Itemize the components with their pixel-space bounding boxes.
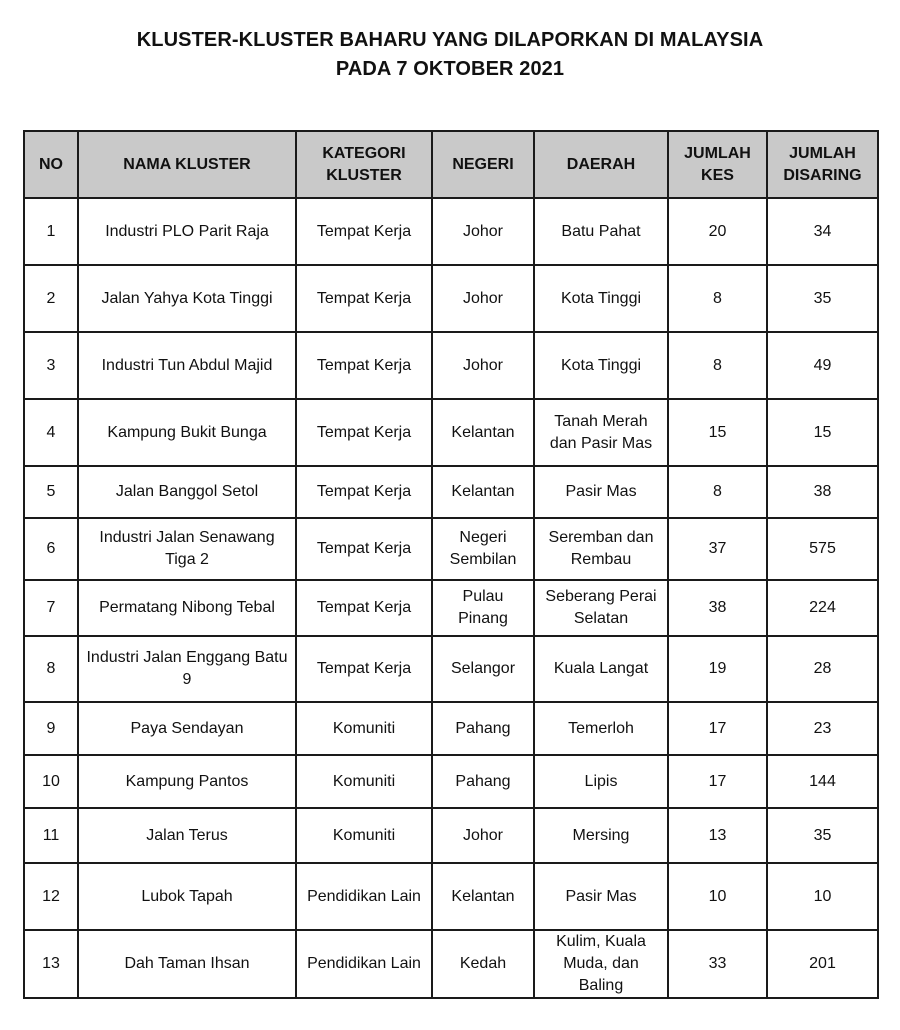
cell-kategori-kluster: Tempat Kerja xyxy=(296,198,432,265)
cell-negeri: Kelantan xyxy=(432,399,534,466)
cell-negeri: Kelantan xyxy=(432,863,534,930)
cell-negeri: Johor xyxy=(432,265,534,332)
cell-daerah: Pasir Mas xyxy=(534,863,668,930)
cell-no: 11 xyxy=(24,808,78,863)
cell-negeri: Johor xyxy=(432,808,534,863)
table-row xyxy=(24,808,878,863)
cell-jumlah-disaring: 34 xyxy=(767,198,878,265)
table-row xyxy=(24,863,878,930)
cell-jumlah-kes: 19 xyxy=(668,636,767,702)
cell-jumlah-disaring: 201 xyxy=(767,930,878,998)
cell-daerah: Lipis xyxy=(534,755,668,808)
cell-jumlah-kes: 17 xyxy=(668,755,767,808)
document-title xyxy=(0,26,900,84)
cell-no: 1 xyxy=(24,198,78,265)
cell-kategori-kluster: Tempat Kerja xyxy=(296,580,432,636)
header-nama-kluster: NAMA KLUSTER xyxy=(78,131,296,198)
cell-daerah: Kulim, Kuala Muda, dan Baling xyxy=(534,930,668,998)
cell-kategori-kluster: Tempat Kerja xyxy=(296,466,432,518)
cell-daerah: Seremban dan Rembau xyxy=(534,518,668,580)
cluster-table xyxy=(23,130,879,999)
cell-nama-kluster: Dah Taman Ihsan xyxy=(78,930,296,998)
cell-negeri: Johor xyxy=(432,198,534,265)
cell-jumlah-disaring: 15 xyxy=(767,399,878,466)
cell-jumlah-kes: 17 xyxy=(668,702,767,755)
cell-nama-kluster: Lubok Tapah xyxy=(78,863,296,930)
header-row xyxy=(24,131,878,198)
cell-negeri: Negeri Sembilan xyxy=(432,518,534,580)
cell-jumlah-disaring: 10 xyxy=(767,863,878,930)
cell-no: 6 xyxy=(24,518,78,580)
cell-jumlah-disaring: 144 xyxy=(767,755,878,808)
cell-nama-kluster: Industri Jalan Enggang Batu 9 xyxy=(78,636,296,702)
cell-no: 13 xyxy=(24,930,78,998)
cell-jumlah-disaring: 28 xyxy=(767,636,878,702)
cell-jumlah-kes: 38 xyxy=(668,580,767,636)
cell-negeri: Pahang xyxy=(432,755,534,808)
cell-no: 4 xyxy=(24,399,78,466)
cell-no: 2 xyxy=(24,265,78,332)
header-daerah: DAERAH xyxy=(534,131,668,198)
cell-jumlah-disaring: 38 xyxy=(767,466,878,518)
cell-negeri: Kedah xyxy=(432,930,534,998)
title-line-2: PADA 7 OKTOBER 2021 xyxy=(335,58,565,80)
cell-jumlah-disaring: 23 xyxy=(767,702,878,755)
cell-kategori-kluster: Komuniti xyxy=(296,755,432,808)
cell-no: 3 xyxy=(24,332,78,399)
cell-no: 12 xyxy=(24,863,78,930)
cell-kategori-kluster: Pendidikan Lain xyxy=(296,863,432,930)
cell-nama-kluster: Paya Sendayan xyxy=(78,702,296,755)
header-kategori-kluster: KATEGORI KLUSTER xyxy=(296,131,432,198)
cell-jumlah-kes: 8 xyxy=(668,332,767,399)
cell-negeri: Pahang xyxy=(432,702,534,755)
cell-daerah: Kuala Langat xyxy=(534,636,668,702)
cell-nama-kluster: Industri Tun Abdul Majid xyxy=(78,332,296,399)
table-row xyxy=(24,198,878,265)
header-jumlah-kes: JUMLAH KES xyxy=(668,131,767,198)
table-row xyxy=(24,265,878,332)
cell-nama-kluster: Jalan Banggol Setol xyxy=(78,466,296,518)
cell-nama-kluster: Jalan Yahya Kota Tinggi xyxy=(78,265,296,332)
cell-jumlah-disaring: 224 xyxy=(767,580,878,636)
cell-jumlah-kes: 10 xyxy=(668,863,767,930)
table-body xyxy=(24,198,878,998)
header-no: NO xyxy=(24,131,78,198)
cell-nama-kluster: Kampung Bukit Bunga xyxy=(78,399,296,466)
cell-nama-kluster: Industri Jalan Senawang Tiga 2 xyxy=(78,518,296,580)
cell-nama-kluster: Jalan Terus xyxy=(78,808,296,863)
table-row xyxy=(24,332,878,399)
cell-negeri: Pulau Pinang xyxy=(432,580,534,636)
header-jumlah-disaring: JUMLAH DISARING xyxy=(767,131,878,198)
cell-daerah: Pasir Mas xyxy=(534,466,668,518)
cell-daerah: Temerloh xyxy=(534,702,668,755)
table-row xyxy=(24,518,878,580)
cell-kategori-kluster: Tempat Kerja xyxy=(296,265,432,332)
table-row xyxy=(24,702,878,755)
cell-jumlah-kes: 8 xyxy=(668,265,767,332)
cell-no: 9 xyxy=(24,702,78,755)
cell-kategori-kluster: Tempat Kerja xyxy=(296,332,432,399)
cell-nama-kluster: Industri PLO Parit Raja xyxy=(78,198,296,265)
cell-kategori-kluster: Komuniti xyxy=(296,808,432,863)
cell-jumlah-kes: 15 xyxy=(668,399,767,466)
cell-kategori-kluster: Tempat Kerja xyxy=(296,399,432,466)
cell-daerah: Batu Pahat xyxy=(534,198,668,265)
cell-kategori-kluster: Pendidikan Lain xyxy=(296,930,432,998)
cell-no: 10 xyxy=(24,755,78,808)
cell-daerah: Tanah Merah dan Pasir Mas xyxy=(534,399,668,466)
cell-negeri: Selangor xyxy=(432,636,534,702)
cell-daerah: Kota Tinggi xyxy=(534,265,668,332)
table-row xyxy=(24,399,878,466)
cell-jumlah-disaring: 575 xyxy=(767,518,878,580)
cell-daerah: Mersing xyxy=(534,808,668,863)
cell-jumlah-kes: 37 xyxy=(668,518,767,580)
table-row xyxy=(24,636,878,702)
cell-kategori-kluster: Tempat Kerja xyxy=(296,518,432,580)
cell-jumlah-kes: 8 xyxy=(668,466,767,518)
cell-negeri: Kelantan xyxy=(432,466,534,518)
cell-kategori-kluster: Tempat Kerja xyxy=(296,636,432,702)
cell-no: 5 xyxy=(24,466,78,518)
cell-jumlah-kes: 13 xyxy=(668,808,767,863)
cell-jumlah-kes: 33 xyxy=(668,930,767,998)
cell-jumlah-kes: 20 xyxy=(668,198,767,265)
cell-kategori-kluster: Komuniti xyxy=(296,702,432,755)
table-row xyxy=(24,580,878,636)
cell-daerah: Seberang Perai Selatan xyxy=(534,580,668,636)
cell-jumlah-disaring: 35 xyxy=(767,808,878,863)
cell-nama-kluster: Kampung Pantos xyxy=(78,755,296,808)
table-row xyxy=(24,466,878,518)
table-row xyxy=(24,930,878,998)
cell-jumlah-disaring: 49 xyxy=(767,332,878,399)
cell-jumlah-disaring: 35 xyxy=(767,265,878,332)
cell-daerah: Kota Tinggi xyxy=(534,332,668,399)
header-negeri: NEGERI xyxy=(432,131,534,198)
cell-nama-kluster: Permatang Nibong Tebal xyxy=(78,580,296,636)
title-line-1: KLUSTER-KLUSTER BAHARU YANG DILAPORKAN DI MALAYSIA xyxy=(136,29,764,51)
cell-no: 8 xyxy=(24,636,78,702)
table-row xyxy=(24,755,878,808)
cell-negeri: Johor xyxy=(432,332,534,399)
cell-no: 7 xyxy=(24,580,78,636)
